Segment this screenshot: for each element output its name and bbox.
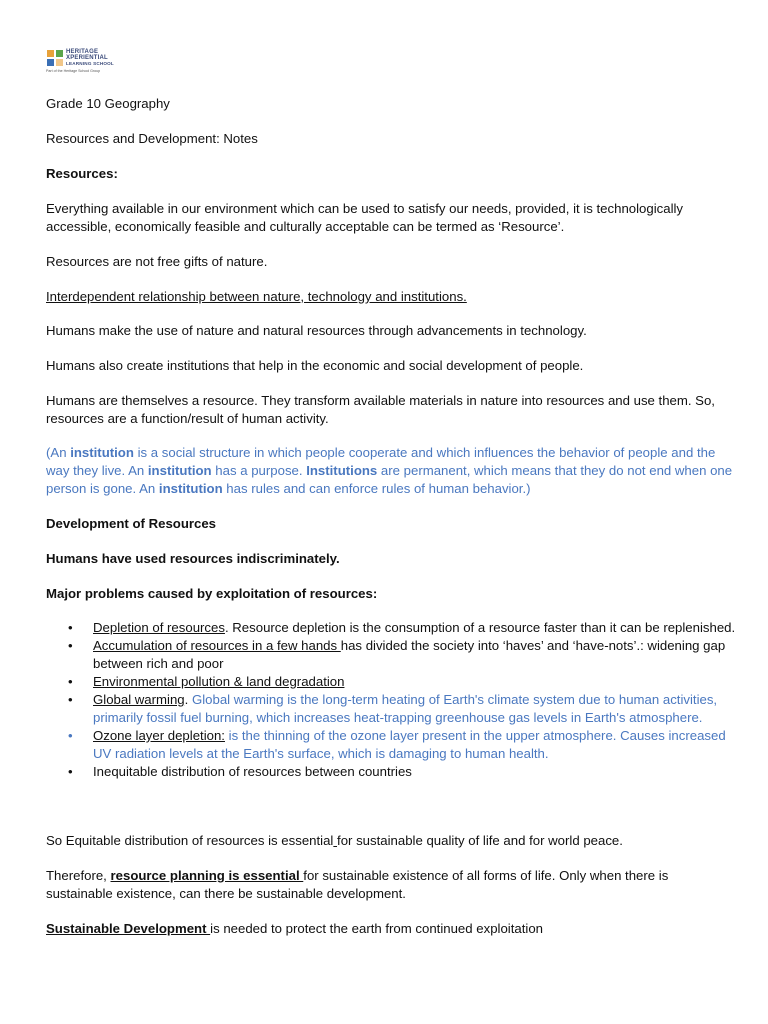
planning-para bbox=[46, 867, 736, 903]
problems-list bbox=[46, 619, 736, 781]
logo-emblem-icon bbox=[46, 49, 64, 67]
school-logo bbox=[46, 49, 166, 75]
problem-term: Depletion of resources bbox=[93, 620, 225, 635]
bullet: • bbox=[68, 620, 73, 635]
problem-term: Ozone layer depletion: bbox=[93, 728, 225, 743]
note-keyword: Institutions bbox=[306, 463, 378, 478]
list-item bbox=[46, 691, 736, 727]
logo-line-3: LEARNING SCHOOL bbox=[66, 61, 114, 67]
not-free-gifts: Resources are not free gifts of nature. bbox=[46, 254, 268, 269]
para-text: for sustainable quality of life and for world peace. bbox=[337, 833, 623, 848]
logo-wordmark bbox=[66, 50, 114, 67]
note-keyword: institution bbox=[158, 481, 223, 496]
interdependent-heading: Interdependent relationship between nature, technology and institutions. bbox=[46, 289, 467, 304]
list-item bbox=[46, 727, 736, 763]
problem-term: Accumulation of resources in a few hands bbox=[93, 638, 341, 653]
problem-text: . Resource depletion is the consumption of a resource faster than it can be replenished. bbox=[224, 620, 736, 635]
note-keyword: institution bbox=[70, 445, 134, 460]
problems-heading: Major problems caused by exploitation of resources: bbox=[46, 586, 378, 601]
institution-note bbox=[46, 444, 736, 498]
note-text: are permanent, which means that they do not end when one person is gone. An bbox=[46, 463, 733, 496]
bullet: • bbox=[68, 674, 73, 689]
problem-punct: . bbox=[184, 692, 189, 707]
bullet: • bbox=[68, 728, 73, 743]
indiscriminate-use: Humans have used resources indiscriminately. bbox=[46, 551, 340, 566]
bullet: • bbox=[68, 638, 73, 653]
equitable-para bbox=[46, 832, 736, 850]
grade-label: Grade 10 Geography bbox=[46, 96, 170, 111]
list-item bbox=[46, 637, 736, 673]
development-heading: Development of Resources bbox=[46, 516, 217, 531]
key-term: Sustainable Development bbox=[46, 921, 211, 936]
problem-text: has divided the society into ‘haves’ and ‘have-nots’.: widening gap between rich and poor bbox=[93, 638, 726, 671]
key-term: resource planning is essential bbox=[110, 868, 304, 883]
human-resource-para: Humans are themselves a resource. They transform available materials in nature into resources and use them. So, resources are a function/result of human activity. bbox=[46, 393, 715, 426]
problem-text: Inequitable distribution of resources between countries bbox=[93, 764, 412, 779]
list-item bbox=[46, 673, 736, 691]
problem-term: Environmental pollution & land degradation bbox=[93, 674, 345, 689]
note-text: has a purpose. bbox=[211, 463, 307, 478]
para-text: So Equitable distribution of resources is essential bbox=[46, 833, 334, 848]
note-text: has rules and can enforce rules of human behavior.) bbox=[222, 481, 531, 496]
resources-heading: Resources: bbox=[46, 166, 118, 181]
logo-line-1: HERITAGE bbox=[66, 49, 99, 55]
problem-term: Global warming bbox=[93, 692, 185, 707]
bullet: • bbox=[68, 692, 73, 707]
institutions-para: Humans also create institutions that help in the economic and social development of people. bbox=[46, 358, 584, 373]
technology-para: Humans make the use of nature and natural resources through advancements in technology. bbox=[46, 323, 587, 338]
list-item bbox=[46, 763, 736, 781]
note-text: is a social structure in which people cooperate and which influences the behavior of people and the way they live. An bbox=[46, 445, 716, 478]
list-item bbox=[46, 619, 736, 637]
problem-text: is the thinning of the ozone layer present in the upper atmosphere. Causes increased UV radiation levels at the Earth's surface, which is damaging to human health. bbox=[93, 728, 726, 761]
note-keyword: institution bbox=[147, 463, 212, 478]
para-text: for sustainable existence of all forms of life. Only when there is sustainable existence, can there be sustainable development. bbox=[46, 868, 669, 901]
resource-definition: Everything available in our environment which can be used to satisfy our needs, provided, it is technologically accessible, economically feasible and culturally acceptable can be termed as ‘Resource’. bbox=[46, 201, 684, 234]
para-text: is needed to protect the earth from continued exploitation bbox=[210, 921, 543, 936]
note-text: (An bbox=[46, 445, 71, 460]
sustainable-para bbox=[46, 920, 736, 938]
logo-line-2: XPERIENTIAL bbox=[66, 54, 108, 61]
page-title: Resources and Development: Notes bbox=[46, 131, 258, 146]
bullet: • bbox=[68, 764, 73, 779]
logo-tagline: Part of the Heritage School Group bbox=[46, 69, 101, 73]
problem-text: Global warming is the long-term heating of Earth's climate system due to human activities, primarily fossil fuel burning, which increases heat-trapping greenhouse gas levels in Earth's atmosphere. bbox=[93, 692, 718, 725]
para-text: Therefore, bbox=[46, 868, 111, 883]
